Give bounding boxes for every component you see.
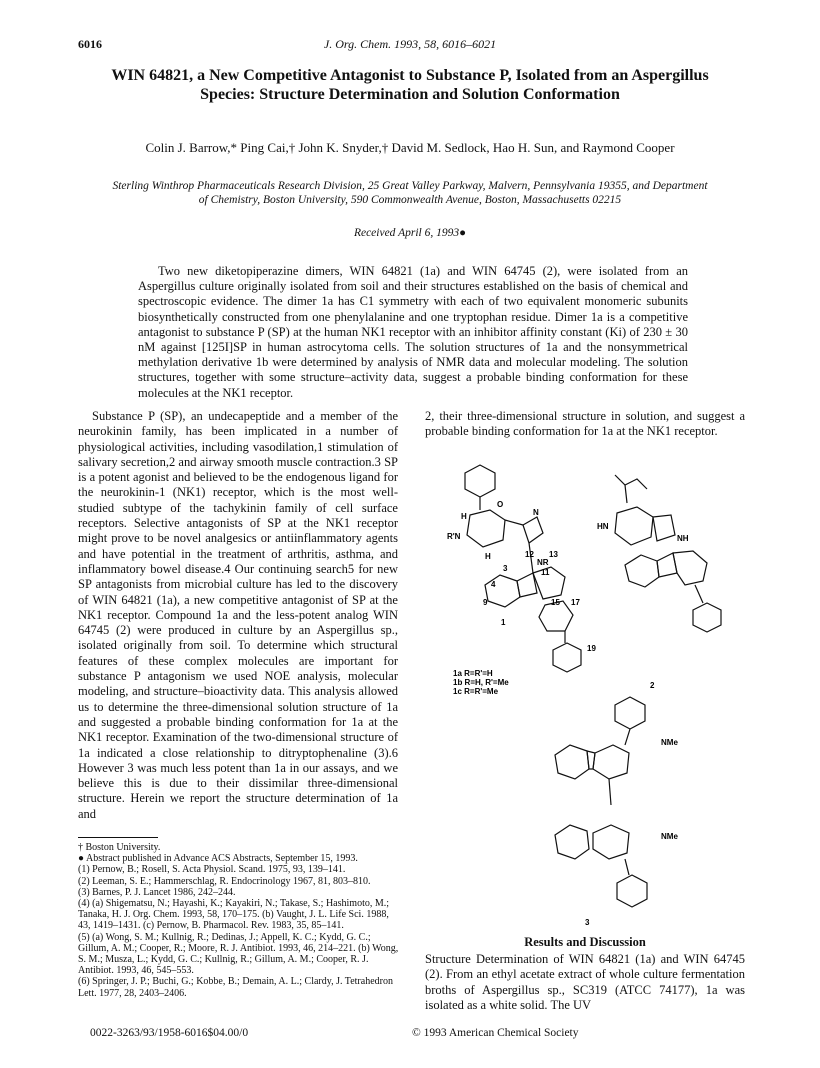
atom-label: R'N: [447, 532, 461, 541]
footnote: (4) (a) Shigematsu, N.; Hayashi, K.; Kayakiri, N.; Takase, S.; Hashimoto, M.; Tanaka, H. J. Org. Chem. 1993, 58, 170–175. (b) Vaught, J. L. Life Sci. 1988, 43, 1419–1431. (c) Pernow, B. Pharmacol. Rev. 1983, 35, 85–141.: [78, 898, 390, 932]
atom-label: H: [461, 512, 467, 521]
atom-label: 11: [541, 568, 550, 577]
atom-label: 12: [525, 550, 534, 559]
footnote: ● Abstract published in Advance ACS Abstracts, September 15, 1993.: [78, 853, 358, 865]
atom-label: O: [497, 500, 504, 509]
atom-label: NMe: [661, 832, 678, 841]
footnote: (3) Barnes, P. J. Lancet 1986, 242–244.: [78, 886, 236, 898]
page-number: 6016: [78, 37, 102, 51]
atom-label: NMe: [661, 738, 678, 747]
structure-1-drawing: [465, 465, 581, 672]
atom-label: 9: [483, 598, 488, 607]
atom-label: 3: [503, 564, 508, 573]
author-list: Colin J. Barrow,* Ping Cai,† John K. Snyder,† David M. Sedlock, Hao H. Sun, and Raymond Cooper: [145, 140, 675, 155]
footnotes: [78, 842, 400, 999]
structure-3-drawing: [555, 697, 647, 907]
section-heading: Results and Discussion: [524, 935, 646, 949]
footnote: (5) (a) Wong, S. M.; Kullnig, R.; Dedinas, J.; Appell, K. C.; Kydd, G. C.; Gillum, A. M.; Cooper, R.; Moore, R. J. Antibiot. 1993, 46, 214–221. (b) Wong, S. M.; Musza, L.; Kydd, G. C.; Kullnig, R.; Gillum, A. M.; Cooper, R. J. Antibiot. 1993, 46, 545–553.: [78, 931, 399, 977]
structure-2-drawing: [615, 475, 721, 632]
atom-label: 19: [587, 644, 596, 653]
introduction-continued: 2, their three-dimensional structure in solution, and suggest a probable binding conformation for 1a at the NK1 receptor.: [425, 409, 745, 439]
legend-1a: 1a R=R'=H: [453, 669, 493, 678]
footnote-rule: [78, 837, 158, 838]
footnote: (2) Leeman, S. E.; Hammerschlag, R. Endocrinology 1967, 81, 803–810.: [78, 875, 371, 887]
atom-label: HN: [597, 522, 609, 531]
article-title: WIN 64821, a New Competitive Antagonist to Substance P, Isolated from an Aspergillus Species: Structure Determination and Solution Conformation: [111, 67, 709, 103]
footnote: † Boston University.: [78, 842, 161, 853]
atom-label: NH: [677, 534, 689, 543]
atom-label: N: [533, 508, 539, 517]
journal-code: 0022-3263/93/1958-6016$04.00/0: [90, 1027, 249, 1039]
chemical-structures-figure: [425, 455, 745, 925]
results-text: Structure Determination of WIN 64821 (1a) and WIN 64745 (2). From an ethyl acetate extract of whole culture fermentation broths of Aspergillus sp., SC319 (ATCC 74177), 1a was isolated as a white solid. The UV: [425, 952, 745, 1012]
label-3: 3: [585, 918, 590, 925]
atom-label: 13: [549, 550, 558, 559]
legend-1c: 1c R=R'=Me: [453, 687, 499, 696]
footnote: (1) Pernow, B.; Rosell, S. Acta Physiol. Scand. 1975, 93, 139–141.: [78, 864, 346, 876]
atom-label: H: [485, 552, 491, 561]
abstract: Two new diketopiperazine dimers, WIN 64821 (1a) and WIN 64745 (2), were isolated from an Aspergillus culture originally isolated from soil and their structures established on the basis of chemical and spectroscopic evidence. The dimer 1a has C1 symmetry with each of two equivalent monomeric subunits biosynthetically constructed from one phenylalanine and one tryptophan residue. Dimer 1a is a competitive antagonist to substance P (SP) at the human NK1 receptor with an inhibitor affinity constant (Ki) of 230 ± 30 nM against [125I]SP in human astrocytoma cells. The solution structures of 1a and the nonsymmetrical methylation derivative 1b were determined by analysis of NMR data and molecular modeling. The solution structures, together with some structure–activity data, suggest a probable binding conformation for these molecules at the NK1 receptor.: [138, 264, 688, 400]
label-2: 2: [650, 681, 655, 690]
legend-1b: 1b R=H, R'=Me: [453, 678, 509, 687]
atom-label: 1: [501, 618, 506, 627]
atom-label: NR: [537, 558, 549, 567]
copyright: © 1993 American Chemical Society: [412, 1027, 579, 1039]
footnote: (6) Springer, J. P.; Buchi, G.; Kobbe, B.; Demain, A. L.; Clardy, J. Tetrahedron Lett. 1977, 28, 2403–2406.: [78, 976, 393, 999]
atom-label: 4: [491, 580, 496, 589]
atom-label: 15: [551, 598, 560, 607]
received-date: Received April 6, 1993●: [353, 227, 467, 239]
affiliations: Sterling Winthrop Pharmaceuticals Research Division, 25 Great Valley Parkway, Malvern, Pennsylvania 19355, and Department of Chemistry, Boston University, 590 Commonwealth Avenue, Boston, Massachusetts 02215: [112, 180, 708, 206]
journal-citation: J. Org. Chem. 1993, 58, 6016–6021: [323, 37, 497, 51]
introduction-text: Substance P (SP), an undecapeptide and a member of the neurokinin family, has been implicated in a number of physiological activities, including vasodilation,1 stimulation of salivary secretion,2 and airway smooth muscle contraction.3 SP is a potent agonist and believed to be the endogenous ligand for the neurokinin-1 (NK1) receptor, which is the most well-studied subtype of the tachykinin family of cell surface receptors. Selective antagonists of SP at the NK1 receptor might prove to be novel analgesics or antiinflammatory agents and have potential in the treatment of arthritis, asthma, and inflammatory bowel disease.4 Our continuing search5 for new SP antagonists from microbial culture has led to the discovery of WIN 64821 (1a), a new competitive antagonist of SP at the NK1 receptor. Compound 1a and the less-potent analog WIN 64745 (2) were produced in culture by an Aspergillus sp., isolated originally from soil. To determine which structural features of these complex molecules are important for substance P antagonism we used NOE analysis, molecular modeling, and structure–bioactivity data. This analysis allowed us to determine the three-dimensional solution structure of 1a and suggested a probable binding conformation for 1a at the NK1 receptor. Examination of the two-dimensional structure of 1a indicated a close relationship to ditryptophenaline (3).6 However 3 was much less potent than 1a in our assays, and we believe this is due to their dissimilar three-dimensional structure. Herein we report the structure determination of 1a and: [78, 409, 398, 821]
atom-label: 17: [571, 598, 580, 607]
